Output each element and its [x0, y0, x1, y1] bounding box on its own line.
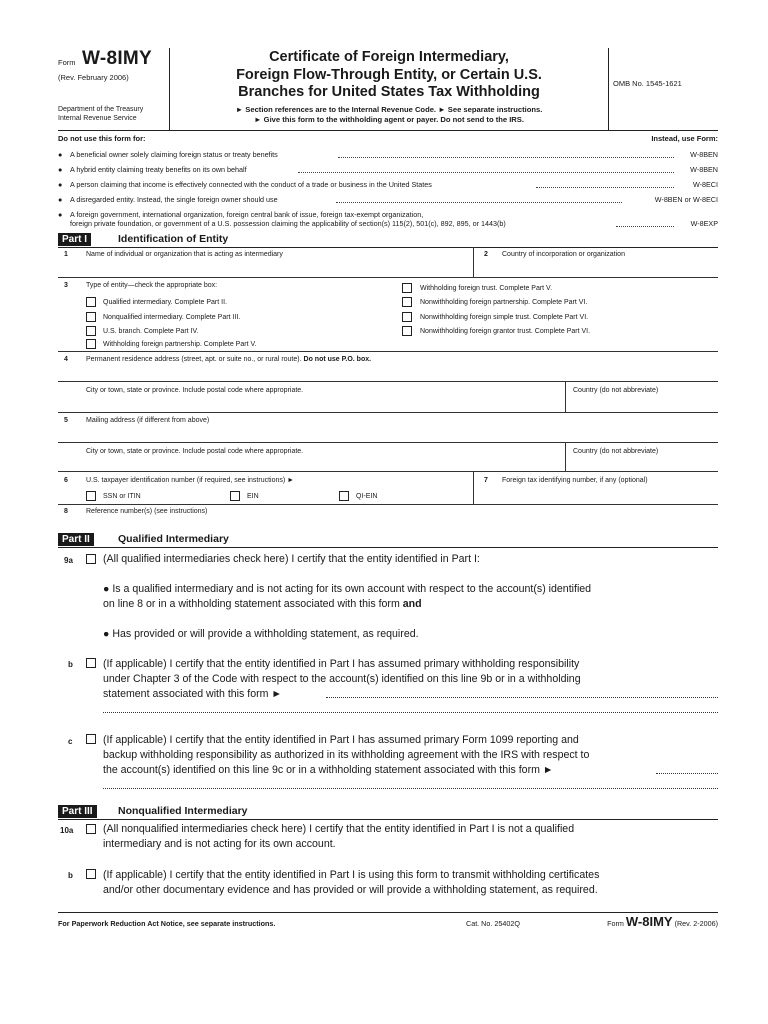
- line-9a-bullet-1: ● Is a qualified intermediary and is not acting for its own account with respect to the account(s) identified: [103, 583, 592, 595]
- do-not-use-text: A hybrid entity claiming treaty benefits on its own behalf: [70, 165, 247, 174]
- nonwithholding-foreign-grantor-trust-checkbox[interactable]: [402, 326, 412, 336]
- entity-option-label: Qualified intermediary. Complete Part II.: [103, 299, 227, 306]
- divider: [565, 442, 566, 471]
- line-9b-entry-field[interactable]: [326, 697, 718, 698]
- line-10b-text-1: (If applicable) I certify that the entity identified in Part I is using this form to transmit withholding certificates: [103, 869, 600, 881]
- line-10a-text-1: (All nonqualified intermediaries check here) I certify that the entity identified in Part I is not a qualified: [103, 823, 575, 835]
- entity-option-label: U.S. branch. Complete Part IV.: [103, 328, 199, 335]
- part-2-header: [58, 533, 718, 548]
- line-9a-bullet-1-cont: [103, 597, 422, 611]
- line-10a-checkbox[interactable]: [86, 824, 96, 834]
- form-header: [58, 48, 718, 131]
- line-7-label: Foreign tax identifying number, if any (optional): [502, 477, 648, 484]
- part-3-label: Part III: [58, 805, 97, 818]
- withholding-foreign-trust-checkbox[interactable]: [402, 283, 412, 293]
- line-9c-text-3: the account(s) identified on this line 9c or in a withholding statement associated with this form ►: [103, 764, 554, 776]
- form-footer: [58, 912, 718, 929]
- do-not-use-text: A foreign government, international organization, foreign central bank of issue, foreign tax-exempt organization,: [70, 210, 424, 219]
- divider: [473, 471, 474, 504]
- line-9b-text-3: statement associated with this form ►: [103, 688, 282, 700]
- form-number: W-8IMY: [82, 48, 153, 69]
- line-9a-text: (All qualified intermediaries check here) I certify that the entity identified in Part I:: [103, 553, 480, 565]
- alternate-form: W-8BEN: [690, 165, 718, 174]
- line-5-label: Mailing address (if different from above): [86, 417, 210, 424]
- footer-revision: (Rev. 2-2006): [674, 919, 718, 928]
- leader-dots: [338, 150, 674, 158]
- entity-option-label: Nonwithholding foreign partnership. Complete Part VI.: [420, 299, 588, 306]
- bullet-icon: ●: [58, 165, 63, 174]
- line-9a-and: and: [402, 598, 422, 610]
- catalog-number: Cat. No. 25402Q: [466, 919, 520, 928]
- bullet-icon: ●: [58, 210, 63, 219]
- line-4-label: [86, 355, 371, 364]
- form-title-line-2: Foreign Flow-Through Entity, or Certain U.S.: [236, 66, 542, 83]
- do-not-use-text-cont: foreign private foundation, or government of a U.S. possession claiming the applicability of section(s) 115(2), 501(c), 892, 895, or 1443(b): [70, 219, 506, 228]
- form-title-line-3: Branches for United States Tax Withholding: [238, 84, 540, 100]
- line-6-number: 6: [64, 477, 68, 484]
- bullet-icon: ●: [58, 195, 63, 204]
- form-id-block: [58, 48, 170, 130]
- divider: [58, 351, 718, 352]
- subtitle-give-form: ► Give this form to the withholding agent or payer. Do not send to the IRS.: [254, 114, 524, 124]
- nonqualified-intermediary-checkbox[interactable]: [86, 312, 96, 322]
- nonwithholding-foreign-partnership-checkbox[interactable]: [402, 297, 412, 307]
- city-label: City or town, state or province. Include postal code where appropriate.: [86, 448, 304, 455]
- agency: [58, 105, 168, 123]
- line-9c-entry-field[interactable]: [656, 773, 718, 774]
- city-label: City or town, state or province. Include postal code where appropriate.: [86, 387, 304, 394]
- line-8-number: 8: [64, 508, 68, 515]
- country-label: Country (do not abbreviate): [573, 387, 659, 394]
- tin-option-label: QI-EIN: [356, 493, 378, 500]
- line-4-number: 4: [64, 356, 68, 363]
- line-9c-entry-field-2[interactable]: [103, 788, 718, 789]
- line-1-number: 1: [64, 251, 68, 258]
- do-not-use-item: [58, 195, 718, 205]
- qualified-intermediary-checkbox[interactable]: [86, 297, 96, 307]
- instead-use-label: Instead, use Form:: [651, 134, 718, 143]
- line-2-label: Country of incorporation or organization: [502, 251, 625, 258]
- part-1-header: [58, 233, 718, 248]
- line-4-warning: Do not use P.O. box.: [303, 356, 372, 363]
- line-9c-text-2: backup withholding responsibility as authorized in its withholding agreement with the IRS with respect to: [103, 749, 590, 761]
- bullet-icon: ●: [58, 180, 63, 189]
- divider: [565, 381, 566, 412]
- line-9a-bullet-2: ● Has provided or will provide a withholding statement, as required.: [103, 628, 419, 640]
- do-not-use-text: A beneficial owner solely claiming foreign status or treaty benefits: [70, 150, 278, 159]
- entity-option-label: Nonwithholding foreign grantor trust. Complete Part VI.: [420, 328, 591, 335]
- part-2-title: Qualified Intermediary: [118, 533, 229, 545]
- country-label: Country (do not abbreviate): [573, 448, 659, 455]
- alternate-form: W-8EXP: [690, 219, 718, 228]
- part-2-label: Part II: [58, 533, 94, 546]
- omb-block: [608, 48, 719, 130]
- part-3-header: [58, 805, 718, 820]
- bullet-icon: ●: [58, 150, 63, 159]
- ein-checkbox[interactable]: [230, 491, 240, 501]
- form-label: Form: [58, 58, 76, 67]
- ssn-itin-checkbox[interactable]: [86, 491, 96, 501]
- part-3-title: Nonqualified Intermediary: [118, 805, 248, 817]
- subtitle-instructions: ► Section references are to the Internal Revenue Code. ► See separate instructions.: [235, 104, 543, 114]
- line-2-number: 2: [484, 251, 488, 258]
- us-branch-checkbox[interactable]: [86, 326, 96, 336]
- line-9c-checkbox[interactable]: [86, 734, 96, 744]
- divider: [58, 381, 718, 382]
- line-9c-number: c: [68, 737, 73, 746]
- revision-date: (Rev. February 2006): [58, 73, 129, 82]
- divider: [58, 442, 718, 443]
- leader-dots: [536, 180, 674, 188]
- do-not-use-item: [58, 150, 718, 160]
- tin-option-label: SSN or ITIN: [103, 493, 141, 500]
- footer-form-label: Form: [607, 919, 624, 928]
- leader-dots: [616, 219, 674, 227]
- alternate-form: W-8ECI: [692, 180, 718, 189]
- footer-form-number: W-8IMY: [625, 914, 673, 929]
- do-not-use-heading: [58, 134, 718, 143]
- footer-form-id: [607, 914, 718, 929]
- line-9c-text-1: (If applicable) I certify that the entity identified in Part I has assumed primary Form 1099 reporting and: [103, 734, 579, 746]
- line-9a-checkbox[interactable]: [86, 554, 96, 564]
- divider: [58, 471, 718, 472]
- entity-option-label: Nonqualified intermediary. Complete Part III.: [103, 314, 241, 321]
- line-10a-text-2: intermediary and is not acting for its own account.: [103, 838, 336, 850]
- line-10b-number: b: [68, 871, 73, 880]
- divider: [58, 504, 718, 505]
- service-name: Internal Revenue Service: [58, 115, 137, 122]
- qi-ein-checkbox[interactable]: [339, 491, 349, 501]
- do-not-use-item: [58, 210, 718, 230]
- do-not-use-item: [58, 165, 718, 175]
- line-10a-number: 10a: [60, 826, 74, 835]
- line-9a-number: 9a: [64, 556, 73, 565]
- line-9b-text-1: (If applicable) I certify that the entity identified in Part I has assumed primary withholding responsibility: [103, 658, 580, 670]
- paperwork-notice: For Paperwork Reduction Act Notice, see separate instructions.: [58, 919, 276, 928]
- leader-dots: [298, 165, 674, 173]
- do-not-use-label: Do not use this form for:: [58, 134, 146, 143]
- do-not-use-item: [58, 180, 718, 190]
- nonwithholding-foreign-simple-trust-checkbox[interactable]: [402, 312, 412, 322]
- line-1-label: Name of individual or organization that is acting as intermediary: [86, 251, 283, 258]
- form-title-line-1: Certificate of Foreign Intermediary,: [269, 49, 509, 65]
- form-title-block: [170, 48, 608, 130]
- divider: [58, 277, 718, 278]
- line-5-number: 5: [64, 417, 68, 424]
- omb-number: OMB No. 1545-1621: [613, 79, 682, 88]
- line-4-text: Permanent residence address (street, apt. or suite no., or rural route).: [86, 356, 302, 363]
- do-not-use-text: A disregarded entity. Instead, the single foreign owner should use: [70, 195, 278, 204]
- line-10b-text-2: and/or other documentary evidence and has provided or will provide a withholding statement, as required.: [103, 884, 598, 896]
- entity-option-label: Withholding foreign partnership. Complete Part V.: [103, 341, 257, 348]
- part-1-title: Identification of Entity: [118, 233, 229, 245]
- line-6-label: U.S. taxpayer identification number (if required, see instructions) ►: [86, 477, 295, 484]
- line-10b-checkbox[interactable]: [86, 869, 96, 879]
- line-7-number: 7: [484, 477, 488, 484]
- leader-dots: [336, 195, 622, 203]
- line-9b-text-2: under Chapter 3 of the Code with respect to the account(s) identified on this line 9b or in a withholding: [103, 673, 581, 685]
- divider: [473, 247, 474, 277]
- tin-option-label: EIN: [247, 493, 259, 500]
- line-9b-entry-field-2[interactable]: [103, 712, 718, 713]
- entity-option-label: Withholding foreign trust. Complete Part V.: [420, 285, 553, 292]
- line-9a-bullet-1-text: on line 8 or in a withholding statement associated with this form: [103, 598, 400, 610]
- line-8-label: Reference number(s) (see instructions): [86, 508, 208, 515]
- alternate-form: W-8BEN or W-8ECI: [654, 195, 718, 204]
- part-1-label: Part I: [58, 233, 91, 246]
- line-9b-number: b: [68, 660, 73, 669]
- withholding-foreign-partnership-checkbox[interactable]: [86, 339, 96, 349]
- permanent-address-field[interactable]: [86, 366, 716, 380]
- divider: [58, 412, 718, 413]
- line-9b-checkbox[interactable]: [86, 658, 96, 668]
- do-not-use-text: A person claiming that income is effectively connected with the conduct of a trade or business in the United States: [70, 180, 432, 189]
- entity-option-label: Nonwithholding foreign simple trust. Complete Part VI.: [420, 314, 589, 321]
- department-name: Department of the Treasury: [58, 106, 144, 113]
- line-3-label: Type of entity—check the appropriate box:: [86, 282, 218, 289]
- alternate-form: W-8BEN: [690, 150, 718, 159]
- line-3-number: 3: [64, 282, 68, 289]
